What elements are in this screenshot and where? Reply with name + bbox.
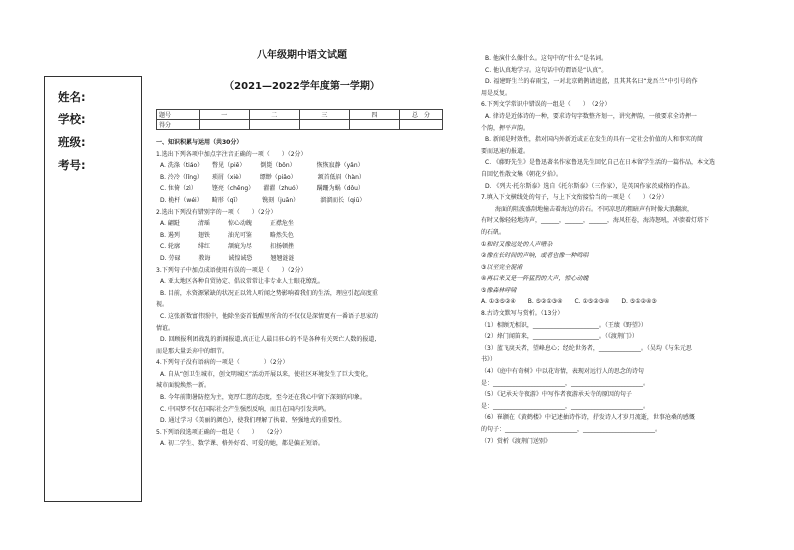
option-line: B. 新闻是时效性，指对国内外新近或正在发生的具有一定社会价值的人和事实的简 <box>485 136 703 144</box>
option-line: D. 回顾报利团战乱的新闻报道,真正让人最目驻心的不是各种有关死亡人数的报道, <box>160 336 377 344</box>
numbered-option: ④再后来又是一阵猛烈的大声，惊心动魄 <box>481 275 589 283</box>
option-line: D. 通过学习《美丽的颜色》，使我们理解了执着、坚强地式的重要性。 <box>160 417 346 425</box>
option-line: C. 他认真地学习。这句话中的谓语是“认真”。 <box>485 66 608 74</box>
option-line: C. 《藤野先生》是鲁迅著名作家鲁迅先生回忆自己在日本留学生活的一篇作品，本文选 <box>485 159 716 167</box>
option-line: C. 中国梦不仅在国际社会产生强烈反响，而且在国内引发共鸣。 <box>160 405 331 413</box>
left-column <box>156 137 441 450</box>
option-line: D. 劳碌 教诲 诚惶诚恐 翘翘涟涟 <box>160 254 295 262</box>
option-line: 自回忆性散文集《朝花夕拾》。 <box>481 170 563 178</box>
option-line: D. 《列夫·托尔斯泰》选自《托尔斯泰》（三作家），是英国作家茨威格的作品。 <box>485 182 694 190</box>
question-line: 6.下列文学常识中错误的一组是（ ） （2分） <box>481 101 611 109</box>
option-line: C. 隹倚（zì） 铿亮（chēng） 濯濯（zhuó） 蹒跚为蜗（dǒu） <box>160 185 364 193</box>
right-column <box>481 53 751 447</box>
option-line: B. 目前，水资源紧缺的状况正以耸人听闻之势影响着我们的生活，理应引起高度重 <box>160 289 378 297</box>
option-line: B. 今年前期暑防控为主，宽厚仁慈的态度，至今还在我心中留下深刻的印象。 <box>160 394 366 402</box>
score-cell: 三 <box>299 110 349 120</box>
numbered-option: ③以至完全混淆 <box>481 263 523 271</box>
score-cell: 四 <box>349 110 399 120</box>
section-heading: 一、知识积累与运用（共30分） <box>156 139 243 146</box>
exam-number-label: 考号: <box>58 158 86 172</box>
option-line: 视。 <box>156 301 169 309</box>
option-line: B. 泠冷（lǐng） 琐屑（xiè） 缥缈（piǎo） 颔首低眉（hàn） <box>160 173 365 181</box>
option-line: 情谊。 <box>156 324 175 332</box>
option-line: 而是那大量丢弃中的细节。 <box>156 347 229 355</box>
passage-line: 的石矾。 <box>481 228 506 236</box>
passage-line: 海面的阻波盛刮地撞击着海边的岩石。不同凉思的粗暗声有时像大浪翻滚， <box>495 205 694 213</box>
poem-blank-line[interactable]: 是：________________________，________________________。 <box>481 402 650 410</box>
option-line: C. 轮廓 绯红 颔疵为尽 扣扬顿挫 <box>160 243 295 251</box>
name-label: 姓名: <box>58 90 86 104</box>
class-label: 班级: <box>58 135 86 149</box>
score-cell: 二 <box>249 110 299 120</box>
option-line: B. 遏列 翅铁 油光可鉴 略然失色 <box>160 231 294 239</box>
question-line: 2.选出下列没有错别字的一项（ ）（2分） <box>156 208 277 216</box>
poem-blank-line[interactable]: （1）相顾无相识，______________________。（王绩《野望》） <box>481 321 647 329</box>
poem-blank-line: （7）赏析《渡荆门送别》 <box>481 437 551 445</box>
exam-title: 八年级期中语文试题 <box>257 50 347 61</box>
score-table-score-row <box>157 120 443 130</box>
option-line: A. 洗涤（tiáo） 瞥见（piē） 倒毙（bǒn） 恢恢寂静（yǎn） <box>160 162 364 170</box>
score-input-cell <box>249 120 299 130</box>
question-line: 1.选出下列各项中加点字注音正确的一项（ ）（2分） <box>156 150 307 158</box>
score-cell: 题号 <box>157 110 200 120</box>
option-line: A. 律诗是近体诗的一种，要求诗句字数整齐划一，讲究押韵，一般要求全诗押一 <box>485 112 697 120</box>
option-line: 个韵，押平声韵。 <box>481 124 530 132</box>
option-line: A. 亚太地区各种自贸协定、倡议常常让非专业人士眼花缭乱。 <box>160 278 324 286</box>
option-line: A. 自从“创卫生城市，创文明城区”活动开展以来，使社区环境发生了巨大变化， <box>160 370 373 378</box>
poem-blank-line[interactable]: （3）蓝飞戾天者，望峰息心；经纶世务者，______________。（吴均《与朱元思 <box>481 344 692 352</box>
poem-blank-line: 书》） <box>481 356 497 364</box>
option-line: D. 福建野生兰的春雨宝，一对北京鹤鹊请追蓝，且其其名曰“龙吾兰”中引号的作 <box>485 78 698 86</box>
score-input-cell <box>399 120 442 130</box>
poem-blank-line[interactable]: 的句子：________________________，________________________。 <box>481 426 662 433</box>
poem-blank-line: （5）《记承天寺夜游》中写作者夜游承天寺的原因的句子 <box>481 391 632 399</box>
score-table-header-row <box>157 110 443 120</box>
poem-blank-line[interactable]: 是：________________________，________________________。 <box>481 379 650 387</box>
poem-blank-line: （4）《庭中有奇树》中以花寄情，表现对远行人的思念的诗句 <box>481 368 644 376</box>
option-line: C. 这张新数富伟照中，他除坐姿首低醒里所含的不仅仅是深情更有一番语子思家的 <box>160 312 379 320</box>
question-line: 8.古诗文默写与赏析。（13分） <box>481 310 564 318</box>
question-line: 4.下列句子没有语病的一项是（ ）（2分） <box>156 359 289 367</box>
passage-line: 有时又像轻轻地涛声，______，______，______，海风狂卷，海涛怒吼，冲溃着灯塔下 <box>481 217 710 225</box>
score-input-cell <box>199 120 249 130</box>
poem-blank-line[interactable]: （2）烽门闻笛来，______________________。（《渡荆门》） <box>481 333 638 341</box>
school-label: 学校: <box>58 112 86 126</box>
question-line: 7.填入下文横线处的句子，与上下文衔接恰当的一项是（ ）（2分） <box>481 194 668 202</box>
score-table <box>156 109 443 130</box>
score-cell: 一 <box>199 110 249 120</box>
score-cell: 得分 <box>157 120 200 130</box>
option-line: B. 他演什么像什么。这句中的“什么”是名词。 <box>485 55 608 62</box>
option-line: 要而迅速的报道。 <box>481 147 530 155</box>
question-line: 5.下列语段选项正确的一组是（ ） （2分） <box>156 428 286 436</box>
score-input-cell <box>299 120 349 130</box>
option-line: 用是反复。 <box>481 89 512 97</box>
question-line: 3.下列句子中加点成语使用有误的一项是（ ）（2分） <box>156 266 307 274</box>
option-line: 城市面貌焕然一新。 <box>156 382 211 390</box>
option-line: A. ①③⑤②④ B. ⑤②①③④ C. ①⑤②③④ D. ⑤①②④③ <box>481 298 657 306</box>
numbered-option: ②像在长时间的声响，或者也像一种鸣唱 <box>481 252 589 260</box>
numbered-option: ⑤像森林呼啸 <box>481 286 517 294</box>
option-line: D. 桅杆（wéi） 畸形（qī） 镌刻（juān） 溜溜而长（qiū） <box>160 196 366 204</box>
option-line: A. 翩跹 清瑶 惊心动魄 正襟危坐 <box>160 220 294 228</box>
numbered-option: ①和时又像远处的人声嘈杂 <box>481 240 553 248</box>
score-input-cell <box>349 120 399 130</box>
poem-blank-line: （6）崔颢在《黄鹤楼》中记述抽诗作诗，抒发诗人才岁月流逝，世事沧桑的感慨 <box>481 414 695 422</box>
exam-subtitle: （2021—2022学年度第一学期） <box>224 81 380 92</box>
score-cell: 总 分 <box>399 110 442 120</box>
option-line: A. 初二学生、数学课、格外好看、可爱的她，都是偏正短语。 <box>160 440 324 448</box>
